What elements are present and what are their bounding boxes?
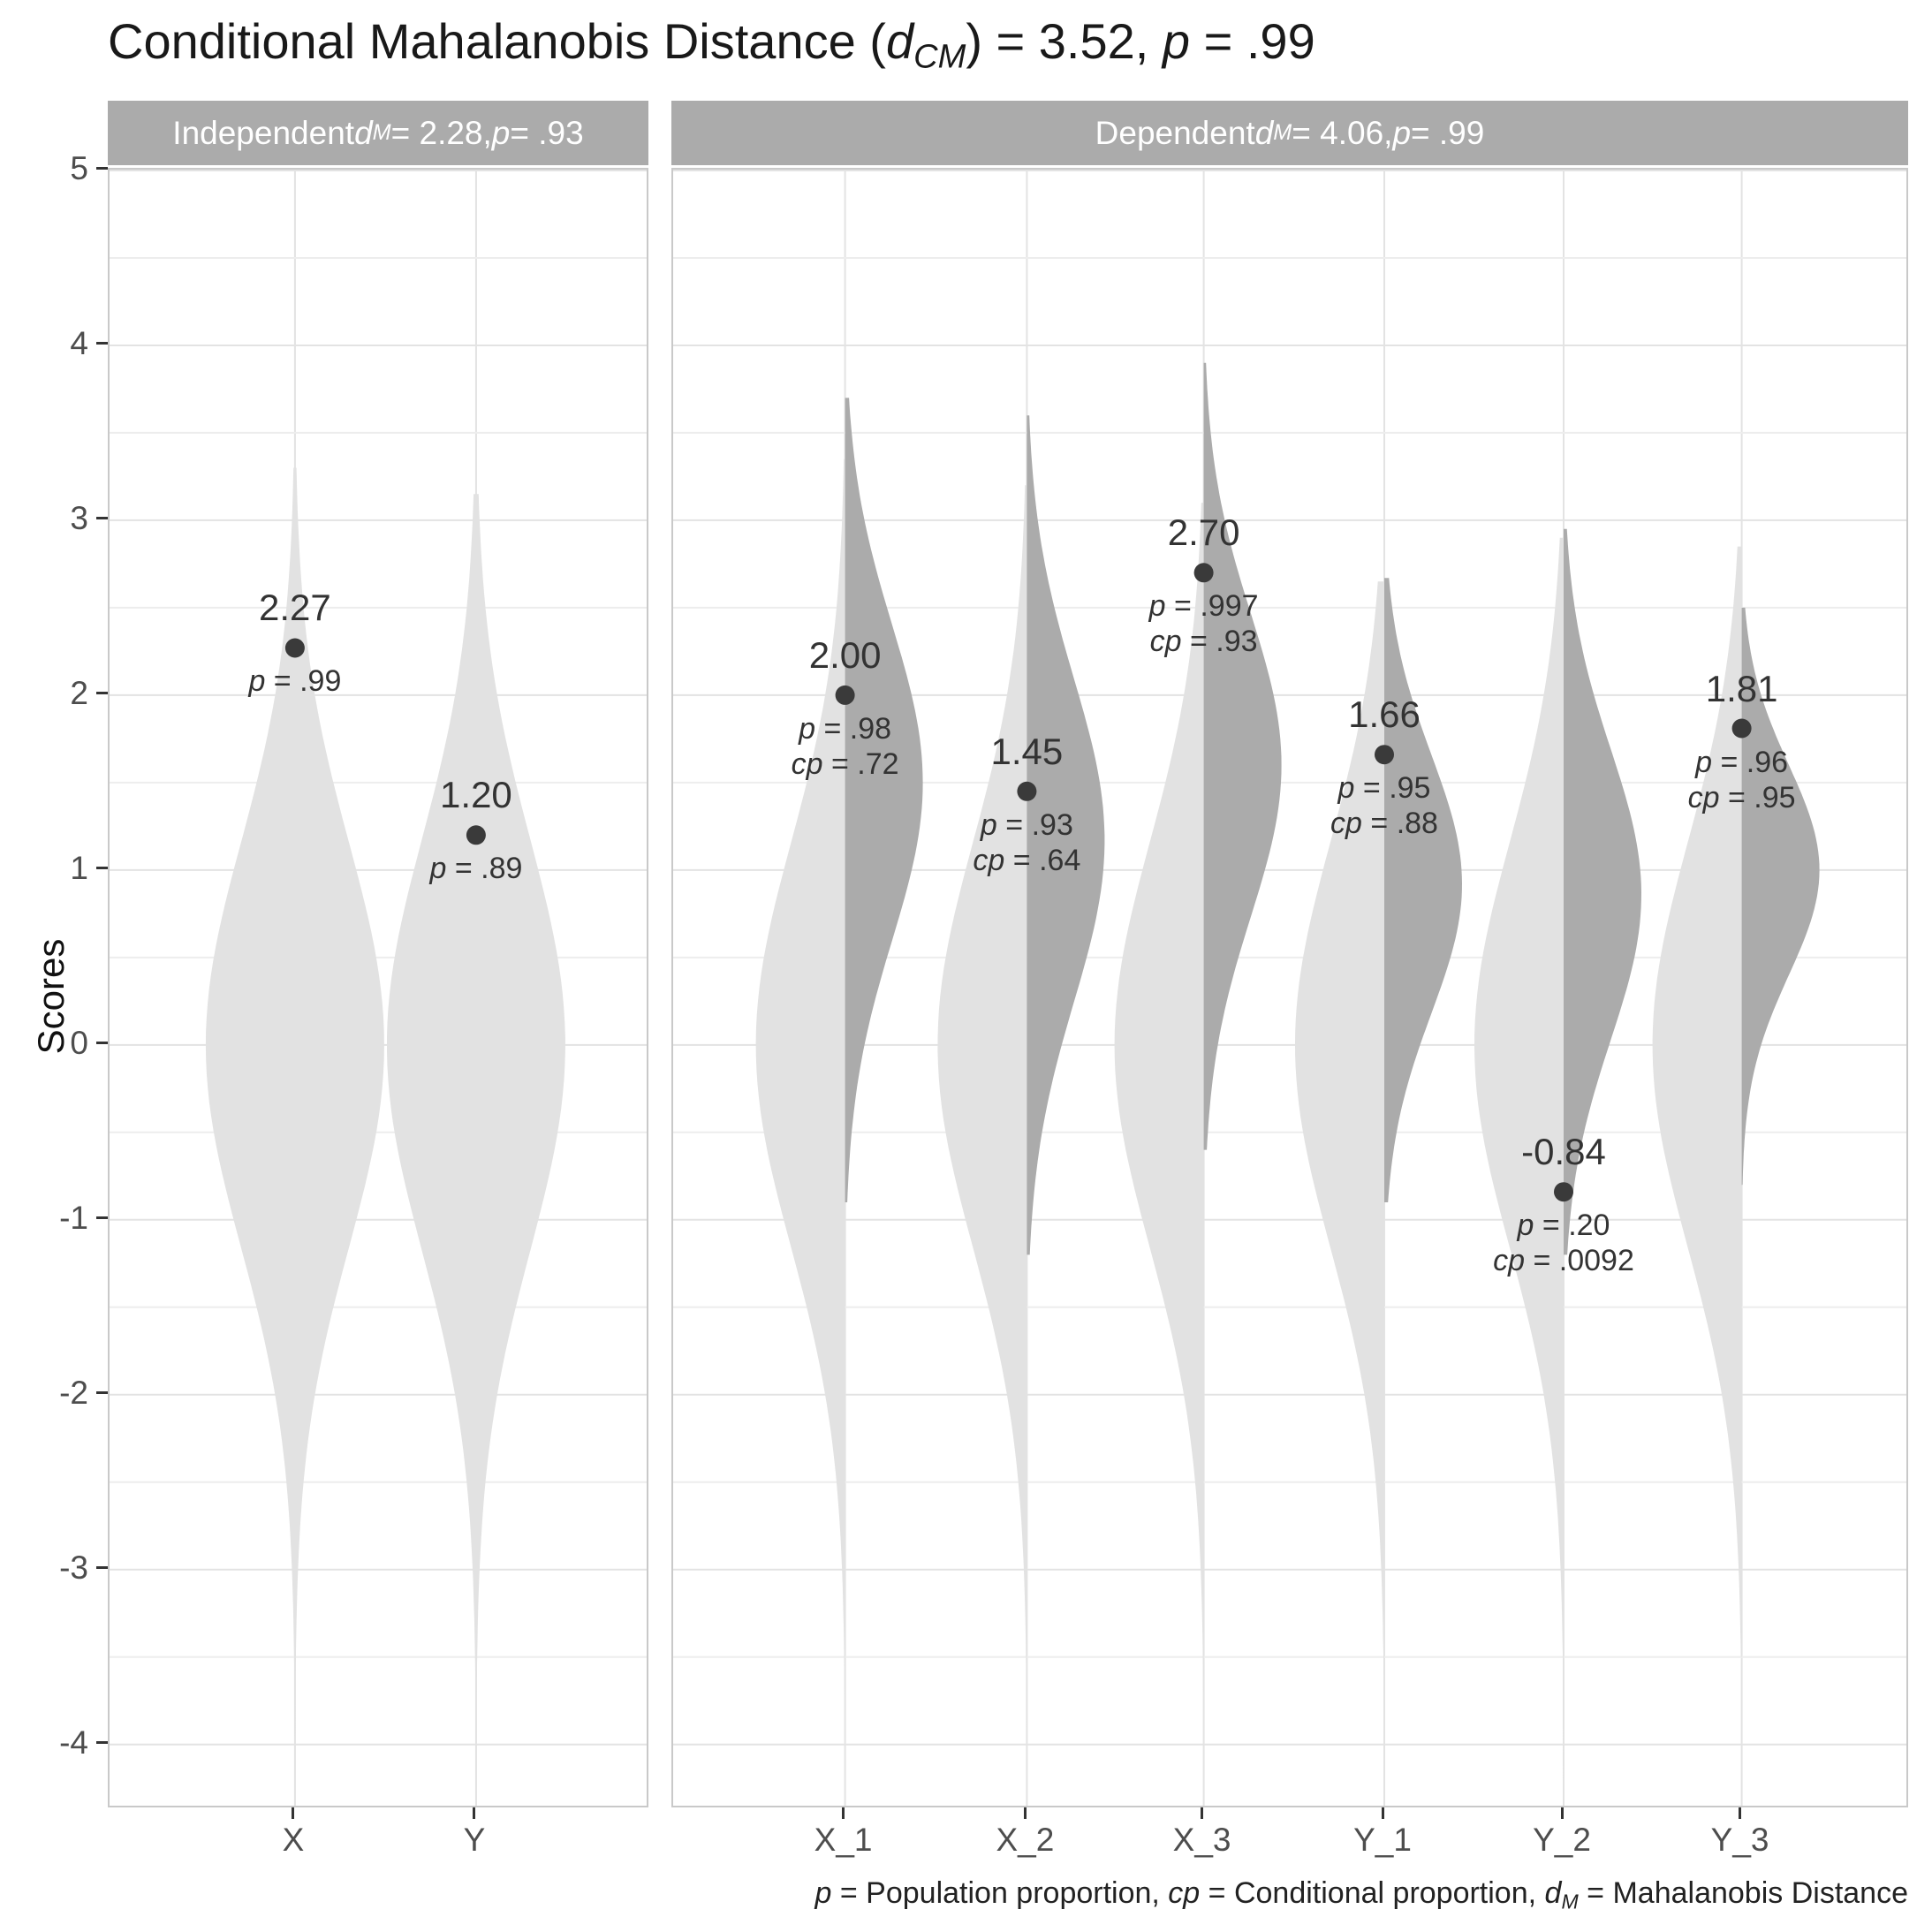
strip-independent-d-symbol: d	[354, 114, 373, 151]
strip-dependent-p-symbol: p	[1392, 114, 1412, 151]
violin-Y_1-population-half	[1295, 581, 1384, 1674]
point-p-label-X_3: p = .997	[1148, 589, 1259, 624]
y-tick-label-0: 0	[70, 1024, 88, 1061]
point-cp-label-Y_1: cp = .88	[1330, 807, 1438, 841]
y-tick-mark--2	[96, 1391, 108, 1394]
y-tick-label-2: 2	[70, 674, 88, 711]
y-tick-label-3: 3	[70, 499, 88, 536]
x-tick-mark-X_2	[1024, 1807, 1027, 1819]
y-tick-mark-4	[96, 342, 108, 345]
y-tick-mark--3	[96, 1566, 108, 1569]
point-marker-X_2	[1017, 782, 1036, 801]
strip-dependent-p-value: = .99	[1411, 114, 1485, 151]
y-tick-mark-5	[96, 167, 108, 170]
x-tick-label-Y_2: Y_2	[1533, 1822, 1591, 1858]
x-tick-mark-X	[292, 1807, 294, 1819]
point-p-label-Y_1: p = .95	[1337, 771, 1431, 806]
plot-panel-independent	[108, 168, 648, 1807]
strip-independent-mid: = 2.28,	[390, 114, 492, 151]
caption-d-subscript: M	[1561, 1890, 1579, 1913]
violin-Y_1-conditional-half	[1384, 578, 1462, 1202]
x-tick-label-Y: Y	[463, 1822, 486, 1858]
x-tick-mark-X_3	[1201, 1807, 1203, 1819]
caption-p-symbol: p	[814, 1876, 832, 1910]
plot-panel-dependent	[671, 168, 1908, 1807]
point-p-label-Y_2: p = .20	[1517, 1208, 1610, 1243]
strip-independent-p-value: = .93	[510, 114, 584, 151]
point-value-label-Y: 1.20	[440, 774, 512, 816]
point-value-label-X_1: 2.00	[808, 633, 882, 676]
x-tick-label-X_2: X_2	[996, 1822, 1055, 1858]
point-marker-Y_2	[1554, 1182, 1573, 1201]
y-tick-label-1: 1	[70, 849, 88, 886]
y-tick-label--1: -1	[59, 1199, 88, 1236]
y-axis-title: Scores	[30, 938, 72, 1055]
point-p-label-X_1: p = .98	[799, 711, 892, 746]
title-mid: ) = 3.52,	[966, 13, 1163, 69]
x-tick-label-X_3: X_3	[1172, 1822, 1231, 1858]
strip-independent-d-subscript: M	[372, 120, 391, 145]
x-tick-label-Y_3: Y_3	[1710, 1822, 1769, 1858]
y-tick-mark-3	[96, 517, 108, 519]
violin-X-population	[206, 468, 384, 1736]
strip-dependent-text: Dependent	[1095, 114, 1255, 151]
violin-canvas-dependent	[673, 170, 1908, 1807]
y-tick-label--3: -3	[59, 1549, 88, 1586]
facet-strip-independent	[108, 101, 648, 165]
point-value-label-Y_3: 1.81	[1705, 667, 1778, 709]
point-p-label-X_2: p = .93	[980, 807, 1073, 842]
point-marker-X_3	[1194, 563, 1214, 582]
violin-X_3-conditional-half	[1204, 363, 1282, 1150]
point-p-label-Y: p = .89	[429, 852, 523, 886]
strip-dependent-d-symbol: d	[1254, 114, 1274, 151]
title-p-symbol: p	[1162, 13, 1191, 69]
point-p-label-Y_3: p = .96	[1695, 745, 1789, 779]
y-tick-label-5: 5	[70, 149, 88, 186]
y-tick-mark--4	[96, 1741, 108, 1744]
violin-X_3-population-half	[1115, 503, 1204, 1692]
point-value-label-Y_1: 1.66	[1348, 693, 1421, 736]
y-tick-label--2: -2	[59, 1374, 88, 1411]
chart-title	[108, 12, 1315, 77]
point-marker-Y_3	[1732, 719, 1752, 739]
x-tick-mark-X_1	[842, 1807, 845, 1819]
x-tick-mark-Y	[473, 1807, 475, 1819]
point-marker-Y_1	[1375, 745, 1394, 764]
point-value-label-X_2: 1.45	[990, 730, 1064, 772]
strip-independent-text: Independent	[172, 114, 355, 151]
point-cp-label-X_3: cp = .93	[1149, 625, 1258, 659]
title-p-value: = .99	[1190, 13, 1315, 69]
point-cp-label-X_2: cp = .64	[973, 843, 1081, 877]
y-tick-mark--1	[96, 1216, 108, 1219]
caption-cp-symbol: cp	[1168, 1876, 1201, 1910]
title-d-symbol: d	[885, 13, 914, 69]
point-value-label-X_3: 2.70	[1167, 511, 1240, 554]
caption-d-symbol: d	[1544, 1876, 1562, 1910]
point-cp-label-X_1: cp = .72	[791, 746, 899, 781]
y-tick-mark-0	[96, 1042, 108, 1044]
strip-independent-p-symbol: p	[491, 114, 511, 151]
point-marker-X_1	[836, 686, 855, 705]
violin-canvas-independent	[110, 170, 648, 1807]
violin-Y_3-population-half	[1653, 547, 1742, 1657]
point-value-label-X: 2.27	[259, 587, 331, 629]
point-marker-X	[285, 639, 305, 658]
x-tick-mark-Y_1	[1382, 1807, 1384, 1819]
x-tick-mark-Y_2	[1561, 1807, 1564, 1819]
caption-p-text: = Population proportion,	[831, 1876, 1169, 1910]
violin-X_1-conditional-half	[845, 398, 923, 1202]
point-marker-Y	[466, 825, 486, 845]
y-tick-mark-2	[96, 692, 108, 694]
caption	[815, 1876, 1909, 1913]
strip-dependent-d-subscript: M	[1273, 120, 1292, 145]
x-tick-mark-Y_3	[1739, 1807, 1741, 1819]
y-tick-label--4: -4	[59, 1724, 88, 1761]
caption-d-text: = Mahalanobis Distance	[1578, 1876, 1908, 1910]
x-tick-label-X_1: X_1	[814, 1822, 873, 1858]
caption-cp-text: = Conditional proportion,	[1200, 1876, 1545, 1910]
point-cp-label-Y_3: cp = .95	[1687, 780, 1796, 814]
point-p-label-X: p = .99	[248, 664, 342, 699]
facet-strip-dependent	[671, 101, 1908, 165]
point-value-label-Y_2: -0.84	[1521, 1131, 1606, 1173]
strip-dependent-mid: = 4.06,	[1292, 114, 1393, 151]
x-tick-label-X: X	[282, 1822, 305, 1858]
y-tick-mark-1	[96, 867, 108, 869]
y-tick-label-4: 4	[70, 324, 88, 361]
title-text: Conditional Mahalanobis Distance (	[108, 13, 886, 69]
title-d-subscript: CM	[913, 38, 966, 76]
point-cp-label-Y_2: cp = .0092	[1493, 1244, 1634, 1278]
x-tick-label-Y_1: Y_1	[1353, 1822, 1412, 1858]
